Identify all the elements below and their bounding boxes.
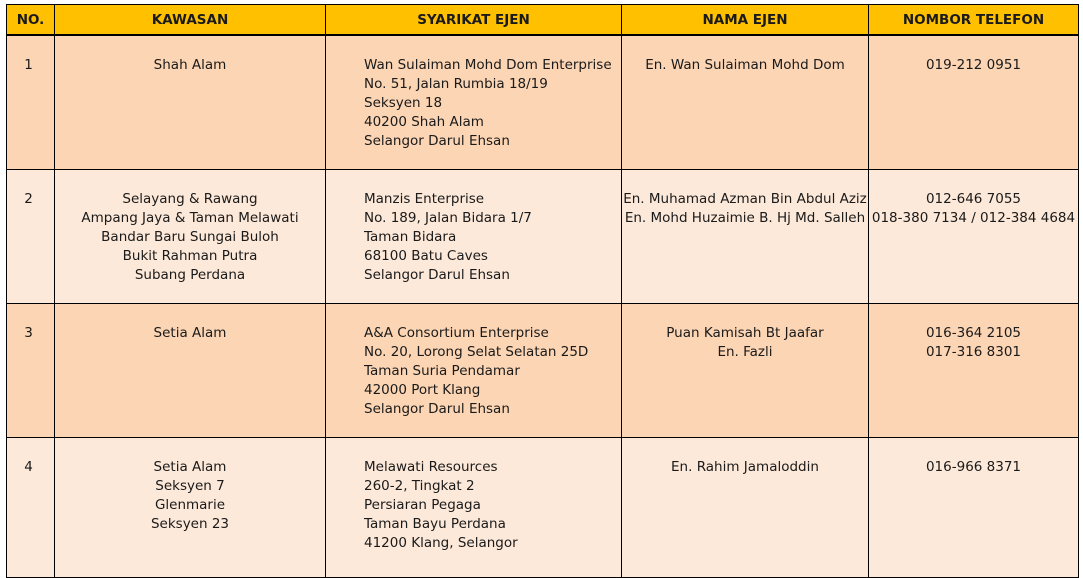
company-line: Selangor Darul Ehsan [364, 400, 510, 417]
header-phone: NOMBOR TELEFON [869, 5, 1079, 36]
table-row [7, 303, 1079, 437]
company-line: Persiaran Pegaga [364, 496, 481, 513]
phone-line: 016-364 2105 [925, 324, 1022, 341]
header-no: NO. [7, 5, 55, 36]
company-line: Selangor Darul Ehsan [364, 133, 510, 149]
agent-line: En. Rahim Jamaloddin [671, 458, 819, 475]
phone-line: 017-316 8301 [925, 343, 1022, 360]
company-line: Taman Bidara [364, 228, 457, 245]
cell-no: 4 [7, 437, 55, 577]
cell-no: 2 [7, 169, 55, 303]
area-line: Glenmarie [154, 496, 226, 513]
company-line: Selangor Darul Ehsan [364, 266, 510, 283]
area-line: Seksyen 23 [150, 515, 230, 532]
table-row [7, 169, 1079, 303]
cell-company [326, 169, 622, 303]
area-line: Subang Perdana [134, 266, 246, 283]
cell-no: 1 [7, 35, 55, 169]
cell-agent [622, 35, 869, 169]
cell-agent [622, 437, 869, 577]
agent-line: Puan Kamisah Bt Jaafar [666, 324, 824, 341]
header-row [7, 5, 1079, 36]
header-area: KAWASAN [55, 5, 326, 36]
cell-no: 3 [7, 303, 55, 437]
company-line: 42000 Port Klang [364, 381, 481, 398]
area-line: Shah Alam [153, 57, 227, 73]
header-agent: NAMA EJEN [622, 5, 869, 36]
company-line: Manzis Enterprise [364, 190, 485, 207]
area-line: Bandar Baru Sungai Buloh [101, 228, 279, 245]
company-line: Seksyen 18 [364, 95, 443, 111]
area-line: Ampang Jaya & Taman Melawati [81, 209, 299, 226]
company-line: No. 189, Jalan Bidara 1/7 [364, 209, 532, 226]
cell-phone [869, 35, 1079, 169]
cell-area [55, 35, 326, 169]
cell-agent [622, 303, 869, 437]
company-line: No. 51, Jalan Rumbia 18/19 [364, 76, 548, 92]
cell-area [55, 169, 326, 303]
company-line: 41200 Klang, Selangor [364, 534, 518, 551]
cell-phone [869, 303, 1079, 437]
phone-line: 018-380 7134 / 012-384 4684 [871, 209, 1076, 226]
area-line: Setia Alam [153, 324, 227, 341]
company-line: Taman Suria Pendamar [364, 362, 520, 379]
table-row [7, 437, 1079, 577]
phone-line: 012-646 7055 [925, 190, 1022, 207]
cell-phone [869, 169, 1079, 303]
cell-company [326, 437, 622, 577]
phone-line: 016-966 8371 [925, 458, 1022, 475]
company-line: 260-2, Tingkat 2 [364, 477, 475, 494]
agent-line: En. Muhamad Azman Bin Abdul Aziz [623, 190, 867, 207]
company-line: 68100 Batu Caves [364, 247, 488, 264]
agent-line: En. Wan Sulaiman Mohd Dom [645, 57, 845, 73]
company-line: Melawati Resources [364, 458, 498, 475]
agent-line: En. Mohd Huzaimie B. Hj Md. Salleh [624, 209, 866, 226]
table-row [7, 35, 1079, 169]
area-line: Bukit Rahman Putra [122, 247, 258, 264]
cell-area [55, 303, 326, 437]
cell-phone [869, 437, 1079, 577]
phone-line: 019-212 0951 [925, 57, 1022, 73]
area-line: Selayang & Rawang [122, 190, 258, 207]
header-company: SYARIKAT EJEN [326, 5, 622, 36]
agent-line: En. Fazli [717, 343, 773, 360]
company-line: A&A Consortium Enterprise [364, 324, 549, 341]
company-line: 40200 Shah Alam [364, 114, 484, 130]
cell-company [326, 35, 622, 169]
cell-area [55, 437, 326, 577]
agent-table [6, 4, 1079, 578]
company-line: No. 20, Lorong Selat Selatan 25D [364, 343, 589, 360]
cell-agent [622, 169, 869, 303]
cell-company [326, 303, 622, 437]
area-line: Setia Alam [153, 458, 227, 475]
area-line: Seksyen 7 [155, 477, 225, 494]
company-line: Wan Sulaiman Mohd Dom Enterprise [364, 57, 612, 73]
company-line: Taman Bayu Perdana [364, 515, 506, 532]
